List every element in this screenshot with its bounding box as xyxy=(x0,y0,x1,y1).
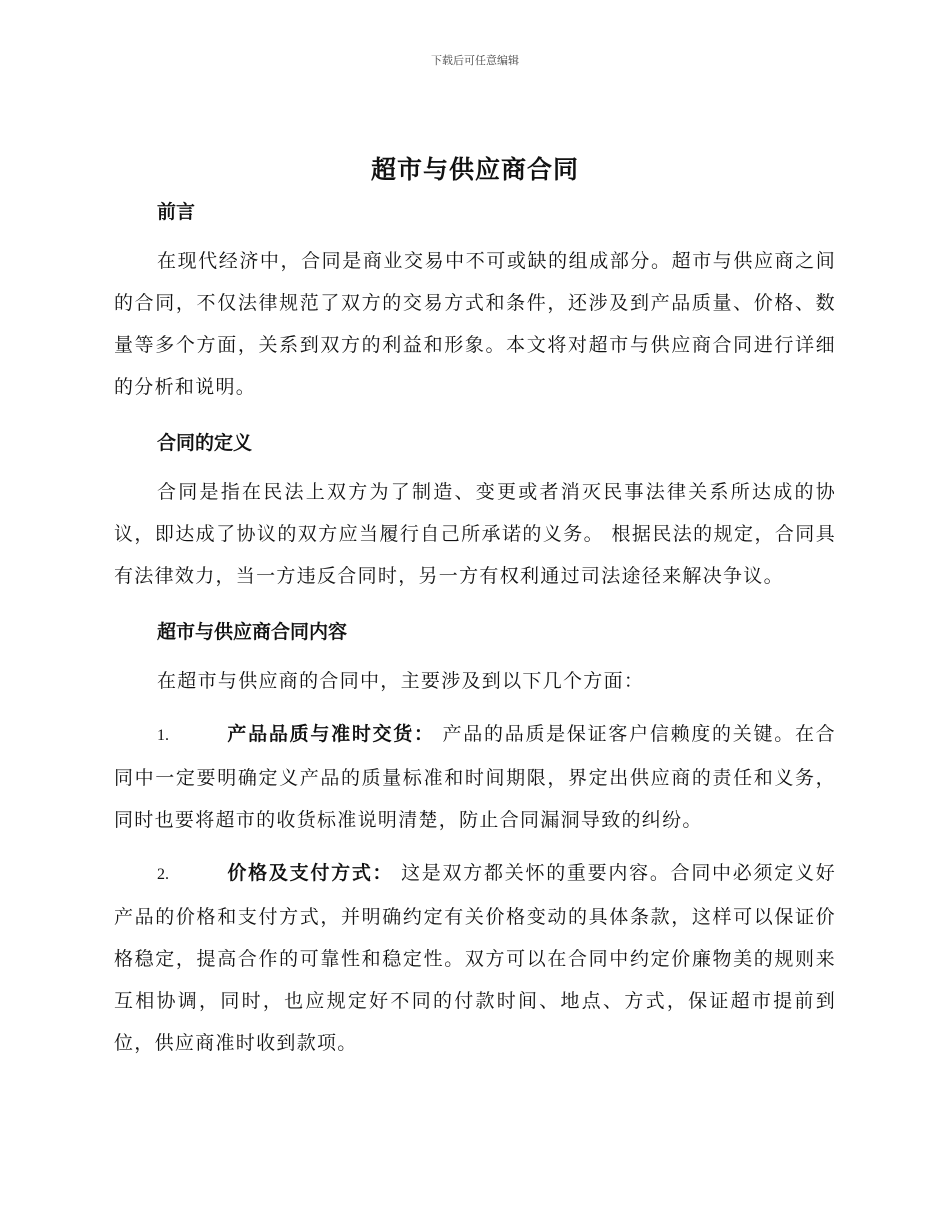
paragraph-preface: 在现代经济中，合同是商业交易中不可或缺的组成部分。超市与供应商之间的合同，不仅法律规范了双方的交易方式和条件，还涉及到产品质量、价格、数量等多个方面，关系到双方的利益和形象。本文将对超市与供应商合同进行详细的分析和说明。 xyxy=(114,250,836,398)
document-title: 超市与供应商合同 xyxy=(370,155,579,184)
list-item-text: 这是双方都关怀的重要内容。合同中必须定义好产品的价格和支付方式，并明确约定有关价格变动的具体条款，这样可以保证价格稳定，提高合作的可靠性和稳定性。双方可以在合同中约定价廉物美的规则来互相协调，同时，也应规定好不同的付款时间、地点、方式，保证超市提前到位，供应商准时收到款项。 xyxy=(114,862,837,1054)
list-item-text: 产品的品质是保证客户信赖度的关键。在合同中一定要明确定义产品的质量标准和时间期限，界定出供应商的责任和义务，同时也要将超市的收货标准说明清楚，防止合同漏洞导致的纠纷。 xyxy=(114,723,836,831)
paragraph-definition: 合同是指在民法上双方为了制造、变更或者消灭民事法律关系所达成的协议，即达成了协议的双方应当履行自己所承诺的义务。 根据民法的规定，合同具有法律效力，当一方违反合同时，另一方有权利通过司法途径来解决争议。 xyxy=(114,481,836,587)
document-body xyxy=(114,194,836,1064)
section-heading-definition: 合同的定义 xyxy=(157,432,253,454)
list-item-lead: 价格及支付方式： xyxy=(227,862,394,884)
section-heading-preface: 前言 xyxy=(157,201,196,223)
paragraph-contract-intro: 在超市与供应商的合同中，主要涉及到以下几个方面： xyxy=(157,670,645,692)
list-item-number: 1. xyxy=(157,727,169,744)
header-note: 下载后可任意编辑 xyxy=(431,54,519,67)
list-item xyxy=(114,713,836,841)
section-heading-contract-content: 超市与供应商合同内容 xyxy=(157,621,348,643)
list-item xyxy=(114,852,836,1064)
list-item-lead: 产品品质与准时交货： xyxy=(227,723,435,745)
list-item-number: 2. xyxy=(157,866,169,883)
